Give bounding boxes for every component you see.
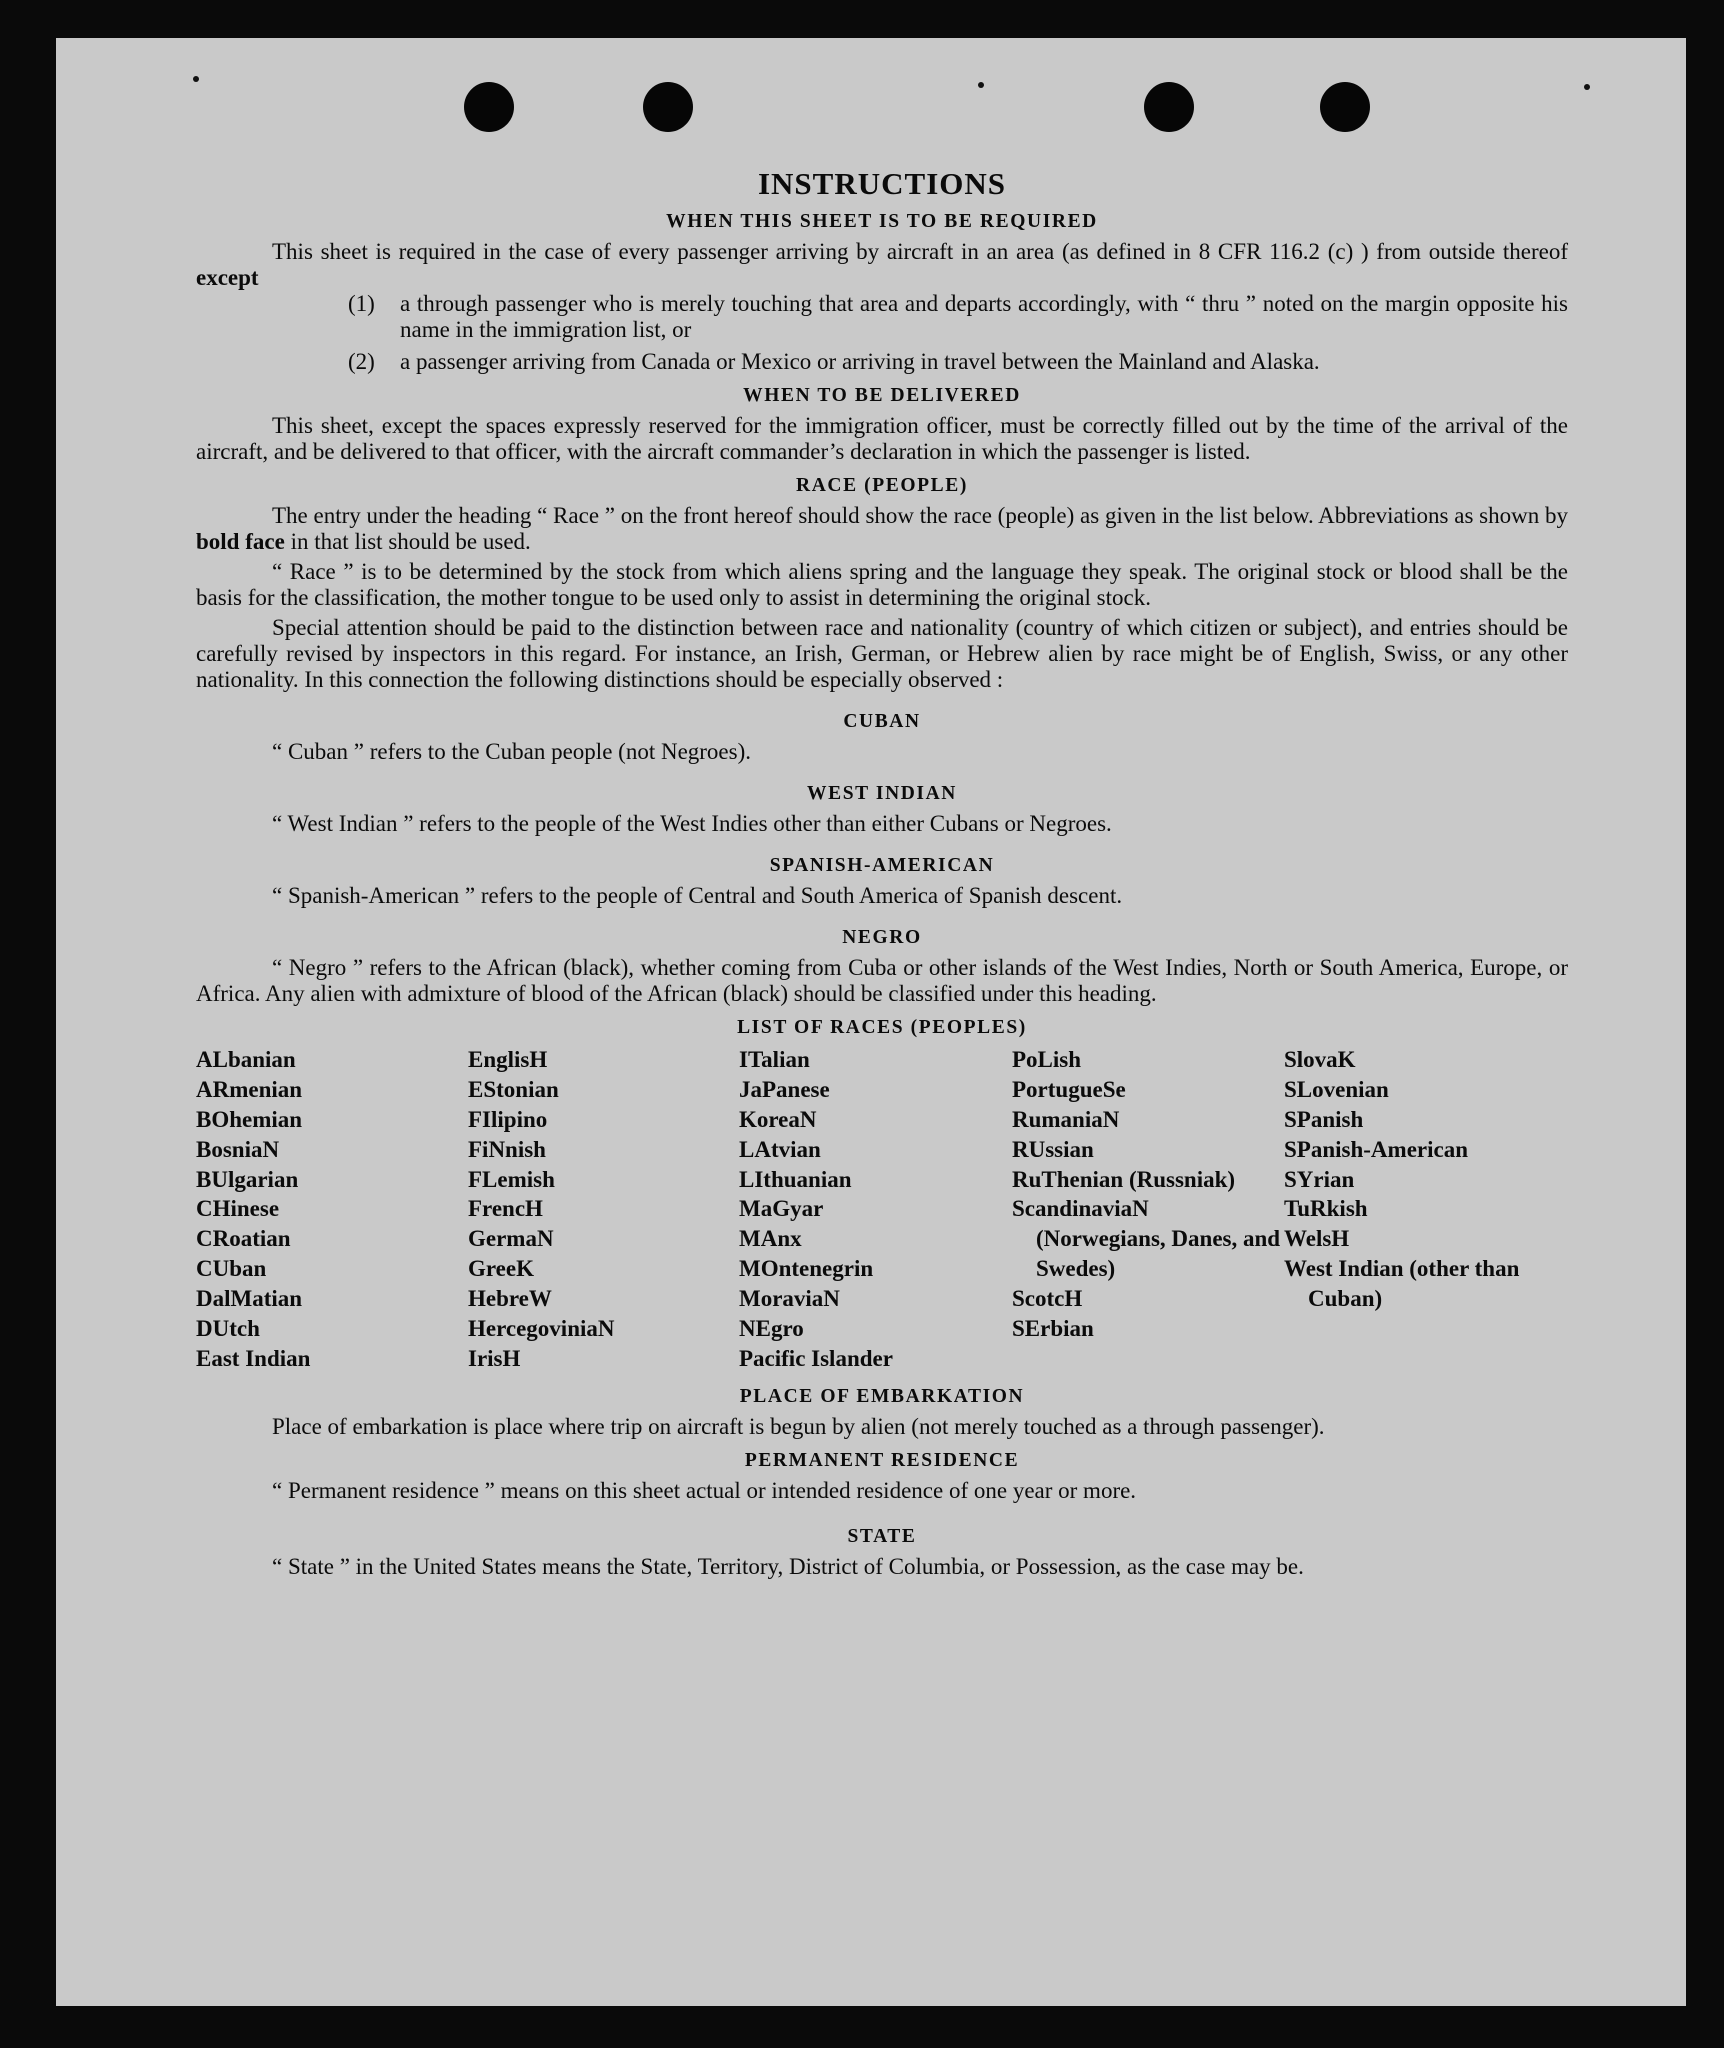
race-entry: MOntenegrin: [739, 1256, 874, 1282]
race-entry: GreeK: [468, 1256, 534, 1282]
paragraph-text: The entry under the heading “ Race ” on the front hereof should show the race (people) as given in the list below. Abbreviations as shown by: [272, 503, 1568, 528]
race-entry: CHinese: [196, 1196, 280, 1222]
instruction-sheet: [56, 38, 1686, 2006]
speck: [978, 82, 984, 88]
paragraph: “ Cuban ” refers to the Cuban people (not Negroes).: [272, 738, 752, 764]
paragraph-text: This sheet is required in the case of every passenger arriving by aircraft in an area (as defined in 8 CFR 116.2 (c) ) from outside thereof: [272, 239, 1568, 265]
race-entry: GermaN: [468, 1226, 554, 1252]
race-entry: DUtch: [196, 1315, 260, 1341]
race-entry: ALbanian: [196, 1046, 296, 1072]
paragraph: “ Spanish-American ” refers to the people of Central and South America of Spanish descent.: [272, 882, 1123, 908]
race-entry: FiNnish: [468, 1136, 546, 1162]
section-heading: PERMANENT RESIDENCE: [744, 1449, 1020, 1471]
race-entry: East Indian: [196, 1345, 311, 1371]
race-entry: LAtvian: [739, 1136, 821, 1162]
race-entry: PoLish: [1012, 1046, 1082, 1072]
section-heading: CUBAN: [843, 710, 921, 732]
item-text: a passenger arriving from Canada or Mexico or arriving in travel between the Mainland and Alaska.: [400, 348, 1320, 374]
bold-text: except: [196, 265, 259, 291]
paragraph: Special attention should be paid to the distinction between race and nationality (country of which citizen or subject), and entries should be carefully revised by inspectors in this regard. For instance, an Irish, German, or Hebrew alien by race might be of English, Swiss, or any other nationality. In this connection the following distinctions should be especially observed :: [196, 614, 1568, 692]
list-item: [348, 291, 1568, 343]
race-entry: BUlgarian: [196, 1166, 299, 1192]
bold-text: bold face: [196, 528, 285, 554]
punch-hole: [1320, 82, 1370, 132]
paragraph: [196, 239, 1568, 291]
race-entry: NEgro: [739, 1315, 804, 1341]
race-entry: FIlipino: [468, 1106, 548, 1132]
race-entry: ITalian: [739, 1046, 810, 1072]
race-entry: SLovenian: [1284, 1076, 1389, 1102]
race-entry: PortugueSe: [1012, 1076, 1126, 1102]
race-column: [1284, 1045, 1568, 1374]
speck: [1584, 84, 1590, 90]
paragraph: Place of embarkation is place where trip on aircraft is begun by alien (not merely touched as a through passenger).: [272, 1413, 1325, 1439]
section-heading: LIST OF RACES (PEOPLES): [737, 1016, 1027, 1038]
race-entry: FrencH: [468, 1196, 543, 1222]
paragraph: This sheet, except the spaces expressly reserved for the immigration officer, must be correctly filled out by the time of the arrival of the aircraft, and be delivered to that officer, with the aircraft commander’s declaration in which the passenger is listed.: [196, 413, 1568, 464]
race-entry: HebreW: [468, 1286, 552, 1312]
race-entry: RuThenian (Russniak): [1012, 1166, 1236, 1192]
page-content: [196, 166, 1568, 1580]
race-entry: SlovaK: [1284, 1046, 1356, 1072]
paragraph: [196, 503, 1568, 555]
race-entry: West Indian (other than Cuban): [1284, 1256, 1520, 1312]
race-entry: CRoatian: [196, 1226, 291, 1252]
item-number: (2): [348, 348, 375, 374]
race-entry: RumaniaN: [1012, 1106, 1120, 1132]
paragraph: “ West Indian ” refers to the people of the West Indies other than either Cubans or Negroes.: [272, 810, 1112, 836]
race-entry: BosniaN: [196, 1136, 280, 1162]
race-column: [196, 1045, 468, 1374]
punch-hole: [464, 82, 514, 132]
section-heading: WHEN TO BE DELIVERED: [743, 384, 1021, 406]
race-entry: HercegoviniaN: [468, 1315, 615, 1341]
race-entry: RUssian: [1012, 1136, 1094, 1162]
section-heading: WHEN THIS SHEET IS TO BE REQUIRED: [666, 211, 1098, 233]
punch-hole: [1144, 82, 1194, 132]
race-column: [468, 1045, 739, 1374]
race-entry: MoraviaN: [739, 1286, 840, 1312]
section-heading: NEGRO: [842, 926, 922, 948]
item-number: (1): [348, 291, 375, 317]
race-column: [739, 1045, 1012, 1374]
race-entry: LIthuanian: [739, 1166, 852, 1192]
speck: [193, 76, 199, 82]
race-entry: EnglisH: [468, 1046, 548, 1072]
race-column: [1012, 1045, 1284, 1374]
race-entry: MaGyar: [739, 1196, 824, 1222]
paragraph: “ State ” in the United States means the State, Territory, District of Columbia, or Possession, as the case may be.: [272, 1553, 1304, 1579]
race-entry: TuRkish: [1284, 1196, 1368, 1222]
race-entry: ScandinaviaN (Norwegians, Danes, and Swedes): [1012, 1196, 1281, 1282]
race-entry: MAnx: [739, 1226, 802, 1252]
race-entry: SYrian: [1284, 1166, 1355, 1192]
race-entry: KoreaN: [739, 1106, 817, 1132]
page-title: INSTRUCTIONS: [757, 166, 1006, 201]
item-text: a through passenger who is merely touching that area and departs accordingly, with “ thru ” noted on the margin opposite his name in the immigration list, or: [400, 291, 1568, 342]
race-entry: EStonian: [468, 1076, 559, 1102]
race-entry: SErbian: [1012, 1315, 1094, 1341]
list-item: [348, 349, 1568, 375]
race-entry: DalMatian: [196, 1286, 303, 1312]
race-entry: CUban: [196, 1256, 267, 1282]
race-entry: Pacific Islander: [739, 1345, 893, 1371]
section-heading: SPANISH-AMERICAN: [769, 854, 995, 876]
race-entry: FLemish: [468, 1166, 555, 1192]
section-heading: PLACE OF EMBARKATION: [739, 1385, 1025, 1407]
race-entry: BOhemian: [196, 1106, 303, 1132]
section-heading: RACE (PEOPLE): [796, 474, 968, 496]
paragraph: “ Negro ” refers to the African (black), whether coming from Cuba or other islands of the West Indies, North or South America, Europe, or Africa. Any alien with admixture of blood of the African (black) should be classified under this heading.: [196, 954, 1568, 1006]
paragraph: “ Race ” is to be determined by the stock from which aliens spring and the language they speak. The original stock or blood shall be the basis for the classification, the mother tongue to be used only to assist in determining the original stock.: [196, 558, 1568, 610]
race-entry: WelsH: [1284, 1226, 1350, 1252]
paragraph-text: in that list should be used.: [284, 528, 531, 554]
punch-hole: [643, 82, 693, 132]
race-entry: ARmenian: [196, 1076, 303, 1102]
race-entry: JaPanese: [739, 1076, 830, 1102]
section-heading: STATE: [847, 1525, 917, 1547]
race-list: [196, 1045, 1568, 1374]
race-entry: ScotcH: [1012, 1286, 1083, 1312]
section-heading: WEST INDIAN: [807, 782, 957, 804]
race-entry: IrisH: [468, 1345, 521, 1371]
race-entry: SPanish: [1284, 1106, 1364, 1132]
race-entry: SPanish-American: [1284, 1136, 1468, 1162]
paragraph: “ Permanent residence ” means on this sheet actual or intended residence of one year or more.: [272, 1477, 1137, 1503]
